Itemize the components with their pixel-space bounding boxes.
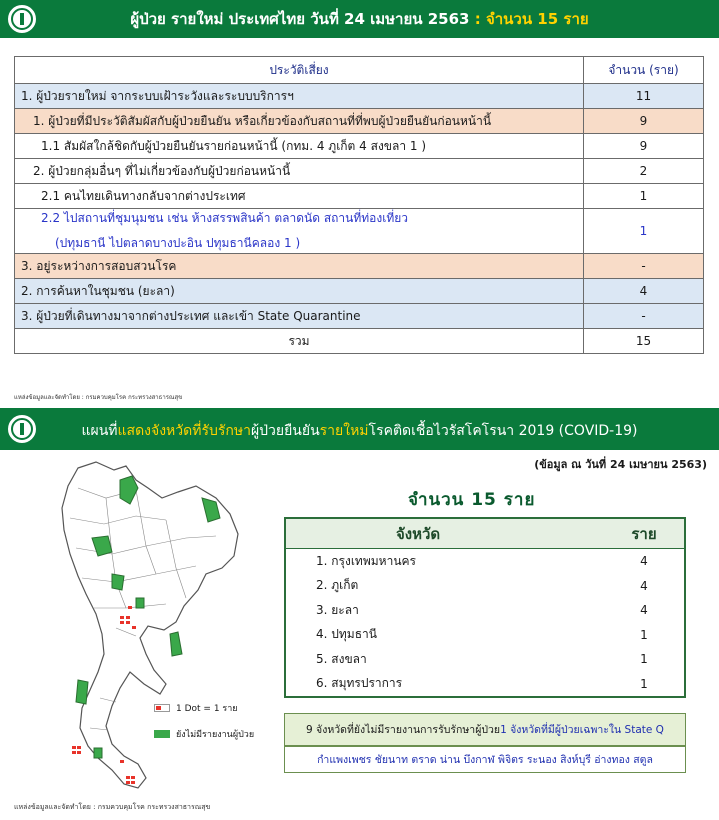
green-swatch-icon — [154, 730, 170, 738]
red-dot-icon — [154, 704, 170, 712]
case-dot — [120, 616, 124, 619]
header-banner — [0, 0, 719, 38]
legend-none: ยังไม่มีรายงานผู้ป่วย — [154, 727, 254, 741]
table-row: 3. ผู้ป่วยที่เดินทางมาจากต่างประเทศ และเข้า State Quarantine - — [15, 304, 704, 329]
row-sublabel: (ปทุมธานี ไปตลาดบางปะอิน ปทุมธานีคลอง 1 ) — [55, 236, 301, 250]
risk-table — [14, 56, 704, 354]
col-count: จำนวน (ราย) — [584, 57, 704, 84]
case-dot — [131, 776, 135, 779]
source-note-bottom: แหล่งข้อมูลและจัดทำโดย : กรมควบคุมโรค กระทรวงสาธารณสุข — [14, 803, 211, 811]
table-row: 1. ผู้ป่วยรายใหม่ จากระบบเฝ้าระวังและระบบบริการฯ 11 — [15, 84, 704, 109]
total-row: รวม 15 — [15, 329, 704, 354]
case-dot — [131, 781, 135, 784]
case-dot — [72, 751, 76, 754]
table-row: 3. ยะลา 4 — [316, 602, 648, 618]
case-dot — [126, 781, 130, 784]
no-case-province — [76, 680, 88, 704]
title-text: ผู้ป่วย รายใหม่ ประเทศไทย วันที่ 24 เมษายน 2563 — [130, 10, 470, 28]
case-dot — [120, 760, 124, 763]
no-case-province — [136, 598, 144, 608]
case-dot — [120, 621, 124, 624]
risk-table-wrap — [14, 56, 704, 354]
table-row: 2. การค้นหาในชุมชน (ยะลา) 4 — [15, 279, 704, 304]
case-count: จำนวน 15 ราย — [408, 490, 536, 510]
legend-dot: 1 Dot = 1 ราย — [154, 701, 254, 715]
case-dot — [72, 746, 76, 749]
page-title — [0, 7, 719, 31]
row-label: 2.2 ไปสถานที่ชุมนุมชน เช่น ห้างสรรพสินค้า ตลาดนัด สถานที่ท่องเที่ยว — [41, 211, 409, 225]
table-row: 4. ปทุมธานี 1 — [316, 627, 648, 642]
case-dot — [128, 606, 132, 609]
case-dot — [126, 776, 130, 779]
map-banner — [0, 408, 719, 450]
case-dot — [126, 616, 130, 619]
province-table-header: จังหวัด ราย — [286, 519, 684, 549]
table-row: 5. สงขลา 1 — [316, 651, 648, 667]
case-dot — [77, 751, 81, 754]
title-colon: : — [469, 10, 486, 28]
table-row: 2.2 ไปสถานที่ชุมนุมชน เช่น ห้างสรรพสินค้า ตลาดนัด สถานที่ท่องเที่ยว (ปทุมธานี ไปตลาดบางปะอิน ปทุมธานีคลอง 1 ) 1 — [15, 209, 704, 254]
table-row: 2.1 คนไทยเดินทางกลับจากต่างประเทศ 1 — [15, 184, 704, 209]
table-row: 1. ผู้ป่วยที่มีประวัติสัมผัสกับผู้ป่วยยืนยัน หรือเกี่ยวข้องกับสถานที่ที่พบผู้ป่วยยืนยันก่อนหน้านี้ 9 — [15, 109, 704, 134]
no-report-note: 9 จังหวัดที่ยังไม่มีรายงานการรับรักษาผู้ป่วย 1 จังหวัดที่มีผู้ป่วยเฉพาะใน State Q — [284, 713, 686, 746]
no-case-province — [94, 748, 102, 758]
province-table — [284, 517, 686, 698]
table-row: 3. อยู่ระหว่างการสอบสวนโรค - — [15, 254, 704, 279]
source-note-top: แหล่งข้อมูลและจัดทำโดย : กรมควบคุมโรค กระทรวงสาธารณสุข — [14, 394, 183, 401]
ministry-logo-icon — [6, 3, 38, 35]
title-count: จำนวน 15 ราย — [485, 10, 589, 28]
table-row: 1. กรุงเทพมหานคร 4 — [316, 553, 648, 569]
table-row: 2. ภูเก็ต 4 — [316, 578, 648, 593]
map-legend — [154, 701, 254, 753]
case-dot — [77, 746, 81, 749]
no-case-province — [112, 574, 124, 590]
map-title: แผนที่แสดงจังหวัดที่รับรักษาผู้ป่วยยืนยันรายใหม่โรคติดเชื้อไวรัสโคโรนา 2019 (COVID-19) — [81, 423, 638, 439]
case-dot — [132, 626, 136, 629]
col-history: ประวัติเสี่ยง — [15, 57, 584, 84]
table-row: 2. ผู้ป่วยกลุ่มอื่นๆ ที่ไม่เกี่ยวข้องกับผู้ป่วยก่อนหน้านี้ 2 — [15, 159, 704, 184]
no-report-provinces: กำแพงเพชร ชัยนาท ตราด น่าน บึงกาฬ พิจิตร ระนอง สิงห์บุรี อ่างทอง สตูล — [284, 746, 686, 773]
no-case-province — [170, 632, 182, 656]
data-date: (ข้อมูล ณ วันที่ 24 เมษายน 2563) — [534, 458, 707, 471]
table-row: 6. สมุทรปราการ 1 — [316, 676, 648, 691]
case-dot — [126, 621, 130, 624]
table-row: 1.1 สัมผัสใกล้ชิดกับผู้ป่วยยืนยันรายก่อนหน้านี้ (กทม. 4 ภูเก็ต 4 สงขลา 1 ) 9 — [15, 134, 704, 159]
